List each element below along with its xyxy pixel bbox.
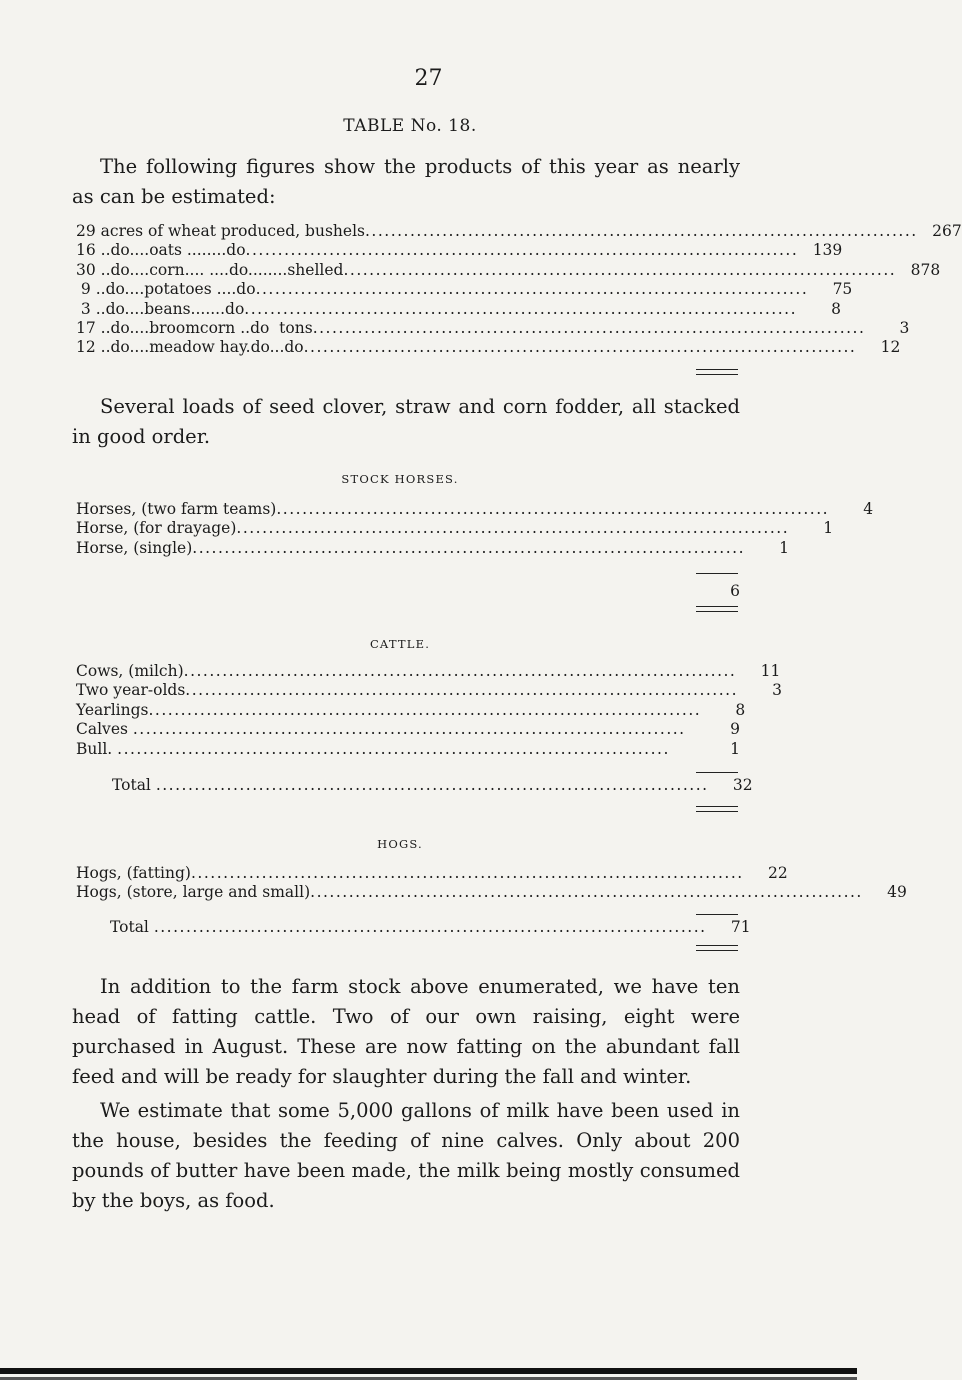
row-value: 3 <box>899 318 910 337</box>
paragraph-1: In addition to the farm stock above enumerated, we have ten head of fatting cattle. Two of our own raising, eight were purchased in August. These are now fatting on the abundant fall feed and will be ready for slaughter during the fall and winter. <box>72 975 740 1088</box>
several-loads-paragraph <box>72 392 740 452</box>
cattle-total: Total ...................................................................................... 32 <box>76 776 740 795</box>
page-number: 27 <box>414 66 443 91</box>
row-label: Two year-olds <box>76 681 186 700</box>
row-label: Bull. <box>76 739 118 758</box>
intro-text: The following figures show the products of this year as nearly as can be estimated: <box>72 155 740 208</box>
row-value: 1 <box>823 519 834 538</box>
row-label: 29 acres of wheat produced, bushels <box>76 221 365 240</box>
row-value: 8 <box>735 700 746 719</box>
row-label: 17 ..do....broomcorn ..do tons <box>76 318 313 337</box>
row-value: 9 <box>730 720 740 739</box>
intro-paragraph <box>72 152 740 212</box>
cattle-table <box>76 661 783 759</box>
table-row: 3 ..do....beans.......do ...................................................................................... 8 <box>76 299 842 318</box>
row-label: Calves <box>76 720 133 739</box>
hogs-total: Total ...................................................................................... 71 <box>76 918 740 937</box>
table-row: Two year-olds ...................................................................................... 3 <box>76 681 783 700</box>
row-label: 12 ..do....meadow hay.do...do <box>76 338 304 357</box>
total-value: 71 <box>730 917 751 936</box>
page-edge <box>0 1368 857 1374</box>
double-rule <box>696 945 738 951</box>
table-row: 29 acres of wheat produced, bushels ...................................................................................... 267 <box>76 221 962 240</box>
table-row: Bull. ...................................................................................... 1 <box>76 739 740 758</box>
table-row: Calves ...................................................................................... 9 <box>76 720 740 739</box>
table-row: 30 ..do....corn.... ....do........shelled ...................................................................................... 878 <box>76 260 941 279</box>
row-value: 267 <box>932 221 962 240</box>
row-label: Yearlings <box>76 700 149 719</box>
horses-total <box>76 582 740 601</box>
cattle-heading: CATTLE. <box>369 637 431 651</box>
row-value: 11 <box>760 661 781 680</box>
sum-rule <box>696 772 738 773</box>
row-value: 1 <box>779 538 790 557</box>
row-value: 12 <box>880 338 901 357</box>
double-rule <box>696 606 738 612</box>
table-row: Horse, (single) ...................................................................................... 1 <box>76 538 790 557</box>
several-loads-text: Several loads of seed clover, straw and corn fodder, all stacked in good order. <box>72 395 740 448</box>
table-row: Hogs, (store, large and small) ...................................................................................... 49 <box>76 883 907 902</box>
row-label: Hogs, (fatting) <box>76 863 191 882</box>
sum-rule <box>696 573 738 574</box>
total-label: Total <box>112 775 156 794</box>
table-row: Horses, (two farm teams) ...................................................................................... 4 <box>76 499 874 518</box>
double-rule <box>696 369 738 375</box>
row-label: Hogs, (store, large and small) <box>76 883 311 902</box>
row-value: 22 <box>767 863 788 882</box>
row-label: 3 ..do....beans.......do <box>76 299 245 318</box>
hogs-heading: HOGS. <box>377 837 423 851</box>
row-value: 878 <box>910 260 941 279</box>
table-row: Cows, (milch) ...................................................................................... 11 <box>76 661 781 680</box>
table-row: 9 ..do....potatoes ....do ...................................................................................... 75 <box>76 280 853 299</box>
table-row: Hogs, (fatting) ...................................................................................... 22 <box>76 863 788 882</box>
row-value: 4 <box>863 499 874 518</box>
sum-rule <box>696 914 738 915</box>
horses-heading: STOCK HORSES. <box>341 472 459 486</box>
row-value: 1 <box>730 739 740 758</box>
paragraph-2: We estimate that some 5,000 gallons of milk have been used in the house, besides the feeding of nine calves. Only about 200 pounds of butter have been made, the milk being mostly consumed by the boys, as food. <box>72 1099 740 1212</box>
table-row: 17 ..do....broomcorn ..do tons ...................................................................................... 3 <box>76 318 910 337</box>
horses-table <box>76 499 874 558</box>
row-label: 30 ..do....corn.... ....do........shelled <box>76 260 344 279</box>
row-label: Cows, (milch) <box>76 661 184 680</box>
row-label: Horses, (two farm teams) <box>76 499 277 518</box>
double-rule <box>696 806 738 812</box>
total-value: 6 <box>730 581 740 600</box>
table-row: 12 ..do....meadow hay.do...do ...................................................................................... 12 <box>76 338 901 357</box>
row-label: Horse, (single) <box>76 538 193 557</box>
row-value: 3 <box>772 681 783 700</box>
table-title: TABLE No. 18. <box>343 116 477 136</box>
row-value: 75 <box>832 280 853 299</box>
row-label: 9 ..do....potatoes ....do <box>76 280 256 299</box>
table-row: Horse, (for drayage) ...................................................................................... 1 <box>76 519 834 538</box>
row-value: 8 <box>831 299 842 318</box>
row-value: 139 <box>812 241 843 260</box>
table-row: 16 ..do....oats ........do ...................................................................................... 139 <box>76 241 843 260</box>
closing-paragraphs <box>72 972 740 1216</box>
total-value: 32 <box>732 775 753 794</box>
total-label: Total <box>110 917 154 936</box>
products-table <box>76 221 962 358</box>
row-label: Horse, (for drayage) <box>76 519 237 538</box>
hogs-table <box>76 863 907 903</box>
row-label: 16 ..do....oats ........do <box>76 241 246 260</box>
row-value: 49 <box>887 883 907 902</box>
table-row: Yearlings ...................................................................................... 8 <box>76 700 746 719</box>
